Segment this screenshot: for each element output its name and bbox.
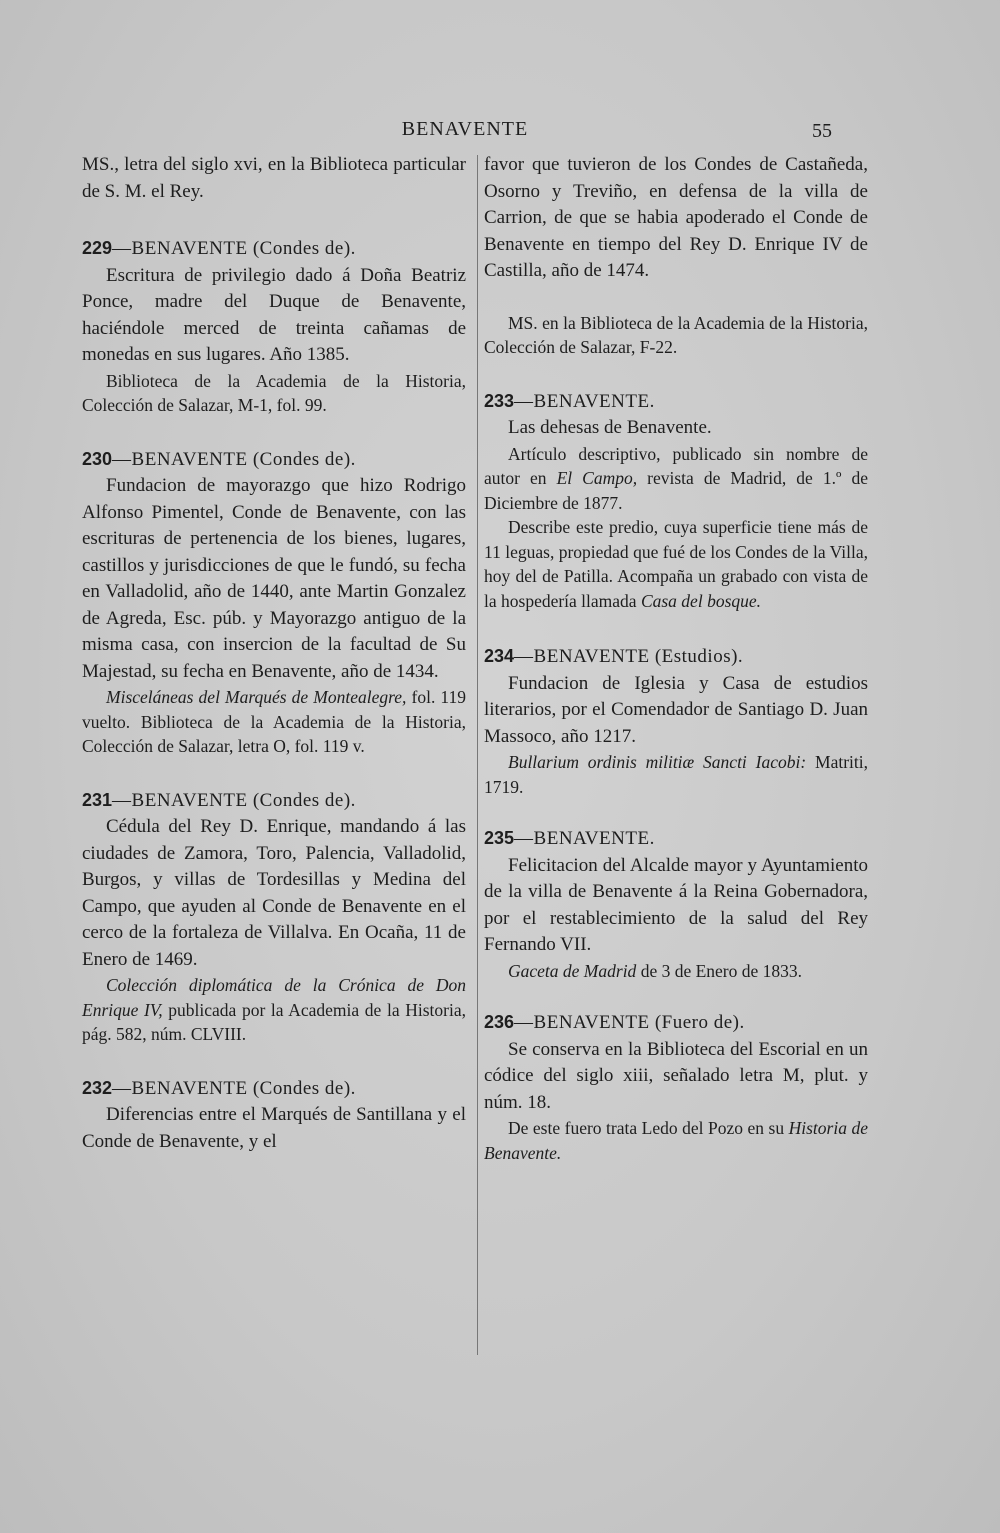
source-text: De este fuero trata Ledo del Pozo en su: [508, 1118, 789, 1138]
entry-236: [484, 1009, 868, 1165]
entry-body: Cédula del Rey D. Enrique, mandando á las ciudades de Zamora, Toro, Palencia, Valladolid, Burgos, y villas de Tordesillas y Medina del Campo, que ayuden al Conde de Benavente en el cerco de la fortaleza de Villalva. En Ocaña, 11 de Enero de 1469.: [82, 816, 466, 970]
entry-heading: [484, 643, 868, 671]
entry-number: 229: [82, 238, 113, 258]
source-detail: de 3 de Enero de 1833.: [636, 960, 803, 981]
running-head: [0, 118, 1000, 148]
source-title: Historia de Benavente.: [484, 1118, 868, 1163]
entry-body: Las dehesas de Benavente.: [508, 417, 712, 438]
source-title: El Campo,: [556, 468, 638, 488]
source-detail: revista de Madrid, de 1.º de Diciembre de 1877.: [484, 468, 868, 513]
entry-body: Fundacion de mayorazgo que hizo Rodrigo Alfonso Pimentel, Conde de Benavente, con las escrituras de pertenencia de los bienes, lugares, castillos y jurisdicciones de que le fundó, su fecha en Valladolid, año de 1440, ante Martin Gonzalez de Agreda, Esc. púb. y Mayorazgo antiguo de la misma casa, con insercion de la facultad de Su Majestad, su fecha en Benavente, año de 1434.: [82, 475, 466, 682]
entry-number: 235: [484, 828, 515, 848]
entry-233: [484, 388, 868, 614]
source-title: Colección diplomática de la Crónica de Don Enrique IV,: [82, 975, 466, 1020]
entry-heading: [82, 787, 466, 815]
page-number: 55: [812, 120, 832, 142]
entry-body: Diferencias entre el Marqués de Santillana y el Conde de Benavente, y el: [82, 1104, 466, 1152]
entry-title: —BENAVENTE.: [514, 390, 655, 412]
source-detail: Matriti, 1719.: [484, 752, 868, 797]
entry-235: [484, 825, 868, 983]
entry-heading: [82, 235, 466, 263]
entry-title: —BENAVENTE (Condes de).: [112, 789, 356, 811]
running-title: BENAVENTE: [401, 118, 529, 140]
entry-number: 230: [82, 448, 113, 469]
entry-heading: [484, 388, 868, 416]
entry-232-source: MS. en la Biblioteca de la Academia de la Historia, Colección de Salazar, F-22.: [484, 312, 868, 357]
entry-231: [82, 787, 466, 1047]
entry-heading: [82, 446, 466, 474]
source-text: Artículo descriptivo, publicado sin nombre de autor en: [484, 443, 868, 488]
entry-number: 231: [82, 789, 113, 810]
left-column: [82, 152, 466, 1155]
source-detail: publicada por la Academia de la Historia, pág. 582, núm. CLVIII.: [82, 999, 466, 1044]
entry-source: [82, 973, 466, 1047]
entry-body: Se conserva en la Biblioteca del Escorial en un códice del siglo xiii, señalado letra M, plut. y núm. 18.: [484, 1038, 868, 1113]
entry-230: [82, 446, 466, 759]
entry-source: [484, 959, 868, 984]
entry-heading: [484, 825, 868, 853]
entry-source: [484, 442, 868, 516]
right-column: [484, 152, 868, 1165]
entry-232: [82, 1075, 466, 1156]
entry-number: 232: [82, 1077, 113, 1098]
entry-title: —BENAVENTE.: [514, 828, 655, 849]
entry-234: [484, 643, 868, 799]
entry-source: [82, 685, 466, 759]
source-detail: fol. 119 vuelto. Biblioteca de la Academia de la Historia, Colección de Salazar, letra O, fol. 119 v.: [82, 687, 467, 756]
intro-paragraph: MS., letra del siglo xvi, en la Biblioteca particular de S. M. el Rey.: [82, 154, 466, 202]
entry-title: —BENAVENTE (Condes de).: [112, 448, 356, 470]
entry-source: [484, 750, 868, 799]
entry-title: —BENAVENTE (Condes de).: [112, 238, 356, 259]
entry-title: —BENAVENTE (Condes de).: [112, 1077, 356, 1099]
entry-heading: [82, 1075, 466, 1103]
entry-heading: [484, 1009, 868, 1037]
entry-title: —BENAVENTE (Estudios).: [514, 646, 744, 667]
source-title: Bullarium ordinis militiæ Sancti Iacobi:: [508, 752, 807, 772]
entry-body: Fundacion de Iglesia y Casa de estudios literarios, por el Comendador de Santiago D. Juan Massoco, año 1217.: [484, 672, 868, 747]
column-divider: [477, 155, 478, 1355]
entry-229: [82, 235, 466, 418]
description-title: Casa del bosque.: [640, 590, 762, 611]
entry-number: 234: [484, 646, 515, 666]
entry-232-continuation: favor que tuvieron de los Condes de Castañeda, Osorno y Treviño, en defensa de la villa de Carrion, de que se habia apoderado el Conde de Benavente en tiempo del Rey D. Enrique IV de Castilla, año de 1474.: [484, 154, 868, 281]
entry-source: Biblioteca de la Academia de la Historia, Colección de Salazar, M-1, fol. 99.: [82, 370, 466, 415]
entry-number: 233: [484, 390, 515, 411]
entry-title: —BENAVENTE (Fuero de).: [514, 1012, 745, 1033]
entry-description: [484, 515, 868, 613]
entry-body: Felicitacion del Alcalde mayor y Ayuntamiento de la villa de Benavente á la Reina Gobernadora, por el restablecimiento de la salud del Rey Fernando VII.: [484, 854, 868, 955]
description-text: Describe este predio, cuya superficie tiene más de 11 leguas, propiedad que fué de los Condes de la Villa, hoy del de Patilla. Acompaña un grabado con vista de la hospedería llamada: [484, 517, 868, 611]
entry-body: Escritura de privilegio dado á Doña Beatriz Ponce, madre del Duque de Benavente, haciéndole merced de treinta cañamas de monedas en sus lugares. Año 1385.: [82, 264, 466, 365]
source-title: Misceláneas del Marqués de Montealegre,: [106, 687, 407, 707]
entry-number: 236: [484, 1012, 515, 1032]
source-title: Gaceta de Madrid: [508, 960, 637, 981]
entry-source: [484, 1116, 868, 1165]
